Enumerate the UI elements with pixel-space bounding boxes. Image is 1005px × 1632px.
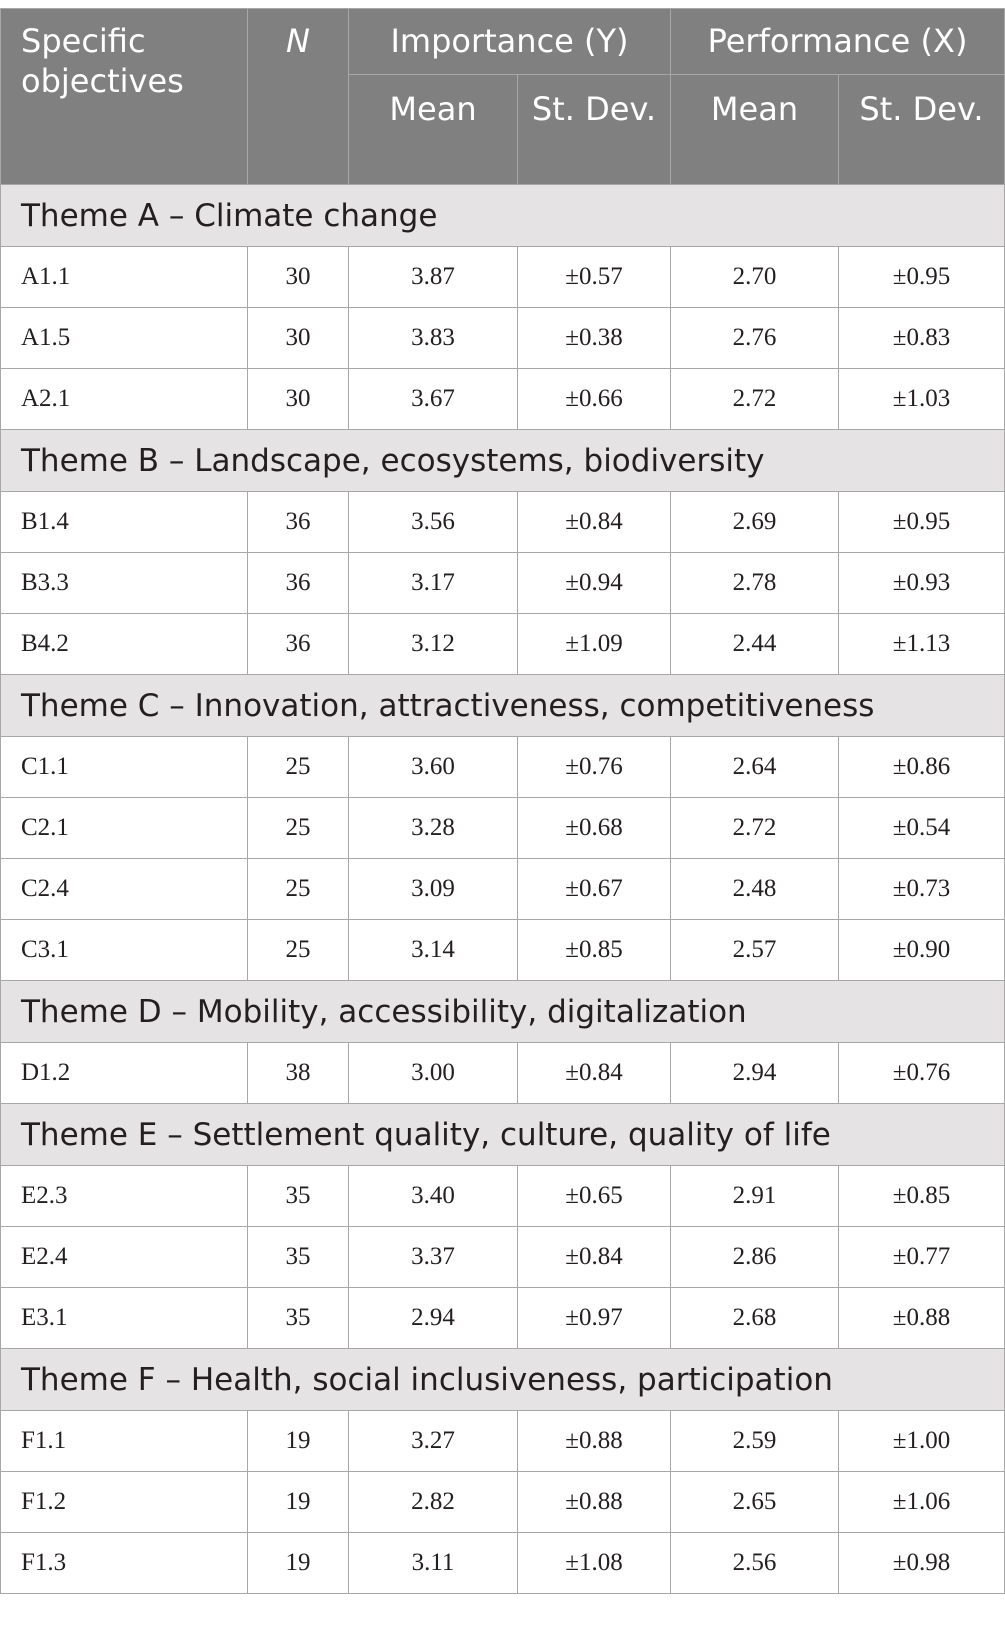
table-body bbox=[1, 185, 1005, 1594]
objective-cell: C1.1 bbox=[1, 737, 248, 798]
performance-stdev-cell: ±0.86 bbox=[839, 737, 1005, 798]
importance-stdev-cell: ±0.68 bbox=[518, 798, 671, 859]
importance-stdev-cell: ±0.67 bbox=[518, 859, 671, 920]
table-row bbox=[1, 798, 1005, 859]
table-row bbox=[1, 369, 1005, 430]
n-cell: 19 bbox=[248, 1533, 349, 1594]
objective-cell: E3.1 bbox=[1, 1288, 248, 1349]
objectives-table bbox=[0, 8, 1005, 1594]
performance-stdev-cell: ±0.77 bbox=[839, 1227, 1005, 1288]
n-cell: 30 bbox=[248, 247, 349, 308]
importance-mean-cell: 2.82 bbox=[349, 1472, 518, 1533]
importance-stdev-cell: ±0.84 bbox=[518, 1043, 671, 1104]
importance-stdev-cell: ±1.08 bbox=[518, 1533, 671, 1594]
performance-mean-cell: 2.91 bbox=[671, 1166, 839, 1227]
objective-cell: B1.4 bbox=[1, 492, 248, 553]
objective-cell: C2.4 bbox=[1, 859, 248, 920]
importance-mean-cell: 2.94 bbox=[349, 1288, 518, 1349]
performance-mean-cell: 2.94 bbox=[671, 1043, 839, 1104]
performance-mean-cell: 2.70 bbox=[671, 247, 839, 308]
header-performance-mean: Mean bbox=[671, 75, 839, 185]
performance-mean-cell: 2.56 bbox=[671, 1533, 839, 1594]
importance-mean-cell: 3.11 bbox=[349, 1533, 518, 1594]
importance-mean-cell: 3.60 bbox=[349, 737, 518, 798]
theme-row bbox=[1, 981, 1005, 1043]
objective-cell: E2.4 bbox=[1, 1227, 248, 1288]
importance-mean-cell: 3.67 bbox=[349, 369, 518, 430]
n-cell: 25 bbox=[248, 737, 349, 798]
n-cell: 35 bbox=[248, 1227, 349, 1288]
n-cell: 36 bbox=[248, 553, 349, 614]
theme-row bbox=[1, 1349, 1005, 1411]
objective-cell: B4.2 bbox=[1, 614, 248, 675]
performance-mean-cell: 2.68 bbox=[671, 1288, 839, 1349]
importance-stdev-cell: ±1.09 bbox=[518, 614, 671, 675]
objective-cell: E2.3 bbox=[1, 1166, 248, 1227]
theme-title: Theme E – Settlement quality, culture, quality of life bbox=[1, 1104, 1005, 1166]
performance-stdev-cell: ±0.95 bbox=[839, 492, 1005, 553]
performance-mean-cell: 2.72 bbox=[671, 369, 839, 430]
importance-stdev-cell: ±0.88 bbox=[518, 1472, 671, 1533]
performance-mean-cell: 2.64 bbox=[671, 737, 839, 798]
performance-stdev-cell: ±0.93 bbox=[839, 553, 1005, 614]
performance-stdev-cell: ±1.00 bbox=[839, 1411, 1005, 1472]
n-cell: 30 bbox=[248, 369, 349, 430]
table-header bbox=[1, 9, 1005, 185]
importance-mean-cell: 3.37 bbox=[349, 1227, 518, 1288]
n-cell: 25 bbox=[248, 920, 349, 981]
importance-stdev-cell: ±0.57 bbox=[518, 247, 671, 308]
table-row bbox=[1, 1166, 1005, 1227]
performance-mean-cell: 2.65 bbox=[671, 1472, 839, 1533]
table-row bbox=[1, 1288, 1005, 1349]
n-cell: 36 bbox=[248, 492, 349, 553]
performance-stdev-cell: ±0.88 bbox=[839, 1288, 1005, 1349]
importance-mean-cell: 3.83 bbox=[349, 308, 518, 369]
performance-stdev-cell: ±0.85 bbox=[839, 1166, 1005, 1227]
theme-row bbox=[1, 1104, 1005, 1166]
importance-mean-cell: 3.27 bbox=[349, 1411, 518, 1472]
performance-stdev-cell: ±0.90 bbox=[839, 920, 1005, 981]
importance-mean-cell: 3.28 bbox=[349, 798, 518, 859]
performance-stdev-cell: ±0.73 bbox=[839, 859, 1005, 920]
performance-stdev-cell: ±1.06 bbox=[839, 1472, 1005, 1533]
theme-title: Theme F – Health, social inclusiveness, participation bbox=[1, 1349, 1005, 1411]
n-cell: 35 bbox=[248, 1166, 349, 1227]
table-row bbox=[1, 1533, 1005, 1594]
n-cell: 36 bbox=[248, 614, 349, 675]
importance-stdev-cell: ±0.97 bbox=[518, 1288, 671, 1349]
n-cell: 25 bbox=[248, 859, 349, 920]
importance-stdev-cell: ±0.94 bbox=[518, 553, 671, 614]
table-row bbox=[1, 1227, 1005, 1288]
objective-cell: F1.2 bbox=[1, 1472, 248, 1533]
importance-stdev-cell: ±0.85 bbox=[518, 920, 671, 981]
objective-cell: A1.1 bbox=[1, 247, 248, 308]
theme-title: Theme A – Climate change bbox=[1, 185, 1005, 247]
objective-cell: F1.1 bbox=[1, 1411, 248, 1472]
importance-stdev-cell: ±0.84 bbox=[518, 1227, 671, 1288]
importance-stdev-cell: ±0.65 bbox=[518, 1166, 671, 1227]
theme-title: Theme C – Innovation, attractiveness, competitiveness bbox=[1, 675, 1005, 737]
objective-cell: F1.3 bbox=[1, 1533, 248, 1594]
table-row bbox=[1, 553, 1005, 614]
performance-mean-cell: 2.69 bbox=[671, 492, 839, 553]
performance-stdev-cell: ±0.98 bbox=[839, 1533, 1005, 1594]
header-objectives: Specific objectives bbox=[1, 9, 248, 185]
importance-stdev-cell: ±0.84 bbox=[518, 492, 671, 553]
importance-stdev-cell: ±0.66 bbox=[518, 369, 671, 430]
importance-mean-cell: 3.14 bbox=[349, 920, 518, 981]
n-cell: 19 bbox=[248, 1411, 349, 1472]
performance-mean-cell: 2.48 bbox=[671, 859, 839, 920]
performance-mean-cell: 2.86 bbox=[671, 1227, 839, 1288]
header-n: N bbox=[248, 9, 349, 185]
header-performance-stdev: St. Dev. bbox=[839, 75, 1005, 185]
header-performance: Performance (X) bbox=[671, 9, 1005, 75]
theme-row bbox=[1, 430, 1005, 492]
performance-stdev-cell: ±0.83 bbox=[839, 308, 1005, 369]
performance-mean-cell: 2.72 bbox=[671, 798, 839, 859]
n-cell: 25 bbox=[248, 798, 349, 859]
table-row bbox=[1, 1472, 1005, 1533]
n-cell: 30 bbox=[248, 308, 349, 369]
importance-mean-cell: 3.00 bbox=[349, 1043, 518, 1104]
performance-mean-cell: 2.78 bbox=[671, 553, 839, 614]
table-row bbox=[1, 1411, 1005, 1472]
importance-stdev-cell: ±0.38 bbox=[518, 308, 671, 369]
theme-title: Theme B – Landscape, ecosystems, biodiversity bbox=[1, 430, 1005, 492]
table-row bbox=[1, 1043, 1005, 1104]
importance-stdev-cell: ±0.76 bbox=[518, 737, 671, 798]
objective-cell: A1.5 bbox=[1, 308, 248, 369]
objective-cell: D1.2 bbox=[1, 1043, 248, 1104]
theme-row bbox=[1, 675, 1005, 737]
header-importance-stdev: St. Dev. bbox=[518, 75, 671, 185]
importance-mean-cell: 3.12 bbox=[349, 614, 518, 675]
objective-cell: C3.1 bbox=[1, 920, 248, 981]
table-row bbox=[1, 920, 1005, 981]
performance-mean-cell: 2.76 bbox=[671, 308, 839, 369]
importance-mean-cell: 3.17 bbox=[349, 553, 518, 614]
table-row bbox=[1, 247, 1005, 308]
n-cell: 38 bbox=[248, 1043, 349, 1104]
performance-mean-cell: 2.57 bbox=[671, 920, 839, 981]
performance-stdev-cell: ±0.76 bbox=[839, 1043, 1005, 1104]
importance-mean-cell: 3.56 bbox=[349, 492, 518, 553]
performance-mean-cell: 2.44 bbox=[671, 614, 839, 675]
performance-stdev-cell: ±1.03 bbox=[839, 369, 1005, 430]
objective-cell: A2.1 bbox=[1, 369, 248, 430]
table-row bbox=[1, 737, 1005, 798]
performance-stdev-cell: ±0.95 bbox=[839, 247, 1005, 308]
table-row bbox=[1, 492, 1005, 553]
header-importance: Importance (Y) bbox=[349, 9, 671, 75]
performance-stdev-cell: ±0.54 bbox=[839, 798, 1005, 859]
importance-mean-cell: 3.87 bbox=[349, 247, 518, 308]
n-cell: 35 bbox=[248, 1288, 349, 1349]
importance-stdev-cell: ±0.88 bbox=[518, 1411, 671, 1472]
importance-mean-cell: 3.09 bbox=[349, 859, 518, 920]
theme-row bbox=[1, 185, 1005, 247]
importance-mean-cell: 3.40 bbox=[349, 1166, 518, 1227]
theme-title: Theme D – Mobility, accessibility, digitalization bbox=[1, 981, 1005, 1043]
table-row bbox=[1, 308, 1005, 369]
performance-stdev-cell: ±1.13 bbox=[839, 614, 1005, 675]
table-row bbox=[1, 614, 1005, 675]
table-row bbox=[1, 859, 1005, 920]
objective-cell: B3.3 bbox=[1, 553, 248, 614]
performance-mean-cell: 2.59 bbox=[671, 1411, 839, 1472]
n-cell: 19 bbox=[248, 1472, 349, 1533]
objective-cell: C2.1 bbox=[1, 798, 248, 859]
header-importance-mean: Mean bbox=[349, 75, 518, 185]
